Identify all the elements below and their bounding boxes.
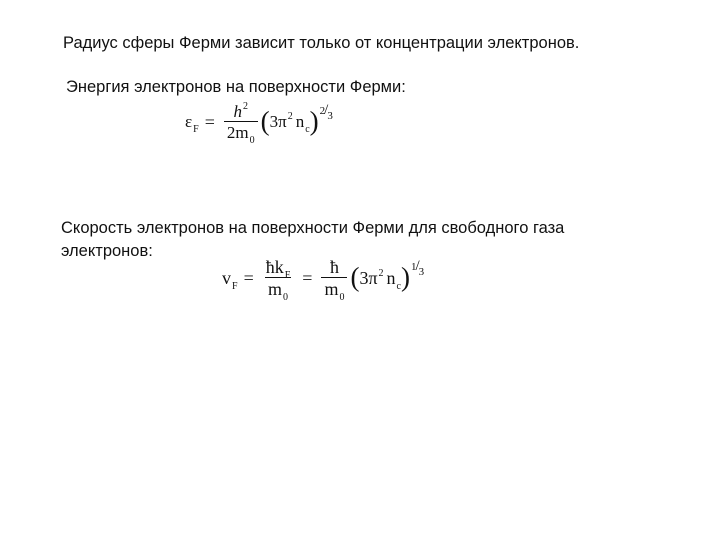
fraction-hbar-kf-over-m0 — [263, 257, 294, 303]
open-paren: ( — [350, 261, 360, 292]
symbol-epsilon: $\varepsilon_F$ — [185, 112, 199, 135]
formula-fermi-velocity — [222, 257, 425, 303]
term-3pi2: $3\pi^2$ — [269, 111, 293, 131]
term-3pi2: $3\pi^2$ — [359, 267, 384, 288]
fraction-h2-over-2m0 — [224, 101, 258, 146]
heading-fermi-velocity-line2: электронов: — [61, 242, 153, 260]
denominator-2m0: 2m 0 — [224, 121, 258, 141]
open-paren: ( — [260, 105, 270, 136]
close-paren: ) — [309, 105, 319, 136]
equals-sign-2: = — [302, 267, 313, 288]
denominator-m0: m 0 — [265, 277, 291, 298]
equals-sign-1: = — [243, 267, 254, 288]
heading-fermi-velocity-line1: Скорость электронов на поверхности Ферми для свободного газа — [61, 219, 565, 237]
equals-sign: = — [204, 111, 215, 132]
formula-fermi-energy — [185, 101, 333, 146]
exponent-two-thirds: 2 / 3 — [319, 101, 333, 122]
symbol-v: $v_F$ — [222, 267, 238, 292]
numerator-hbar-kf: ħk F — [265, 257, 291, 281]
term-nc: $n_c$ — [295, 112, 310, 135]
exponent-one-third: 1 / 3 — [411, 257, 425, 278]
numerator-h-squared: h 2 — [233, 101, 248, 121]
statement-fermi-radius: Радиус сферы Ферми зависит только от концентрации электронов. — [63, 34, 580, 52]
term-nc: $n_c$ — [386, 267, 401, 292]
numerator-hbar: ħ — [329, 257, 339, 277]
denominator-m0-2: m 0 — [321, 277, 347, 298]
close-paren: ) — [401, 261, 410, 292]
fraction-hbar-over-m0 — [321, 257, 347, 303]
heading-fermi-energy: Энергия электронов на поверхности Ферми: — [66, 78, 406, 96]
